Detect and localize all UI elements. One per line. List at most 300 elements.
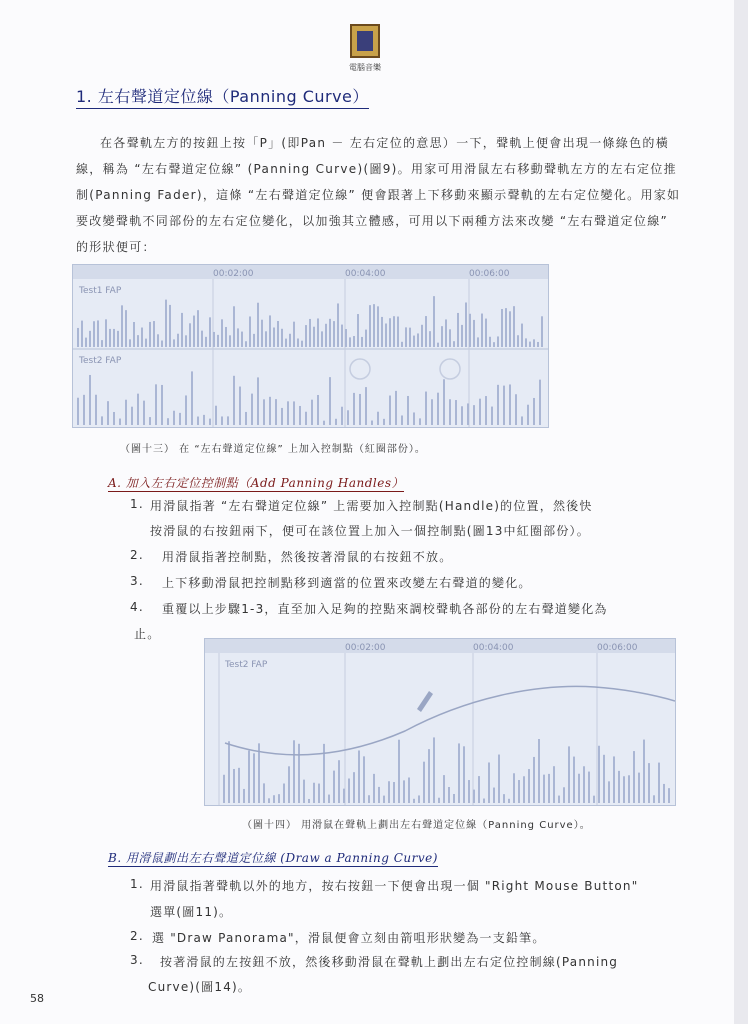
waveform-bar <box>515 394 517 425</box>
waveform-bar <box>341 407 343 425</box>
step-text: 上下移動滑鼠把控制點移到適當的位置來改變左右聲道的變化。 <box>162 576 532 590</box>
waveform-bar <box>119 419 121 425</box>
waveform-bar <box>77 328 79 347</box>
waveform-bar <box>293 740 295 803</box>
waveform-bar <box>503 794 505 803</box>
waveform-bar <box>281 408 283 425</box>
waveform-bar <box>221 416 223 425</box>
handle-circle-marker <box>350 359 370 379</box>
waveform-bar <box>385 323 387 347</box>
waveform-bar <box>401 342 403 347</box>
waveform-bar <box>239 387 241 425</box>
waveform-bar <box>371 421 373 425</box>
waveform-bar <box>223 775 225 803</box>
waveform-bar <box>568 746 570 803</box>
fig14-time: 00:02:00 <box>345 643 386 653</box>
waveform-bar <box>489 337 491 347</box>
waveform-bar <box>468 780 470 803</box>
waveform-bar <box>197 310 199 347</box>
waveform-bar <box>209 317 211 347</box>
waveform-bar <box>338 760 340 803</box>
waveform-bar <box>668 788 670 803</box>
waveform-bar <box>329 377 331 425</box>
step-number: 2. <box>130 929 144 943</box>
fig13-time: 00:02:00 <box>213 269 254 279</box>
step-number: 3. <box>130 574 144 588</box>
waveform-bar <box>488 762 490 803</box>
waveform-bar <box>365 330 367 347</box>
waveform-bar <box>253 753 255 803</box>
waveform-bar <box>269 397 271 425</box>
waveform-bar <box>181 313 183 347</box>
waveform-bar <box>623 776 625 803</box>
waveform-bar <box>633 751 635 803</box>
waveform-bar <box>318 784 320 803</box>
waveform-bar <box>265 331 267 347</box>
waveform-bar <box>377 306 379 347</box>
waveform-bar <box>449 329 451 347</box>
waveform-bar <box>359 394 361 425</box>
panning-curve-line <box>225 686 675 755</box>
waveform-bar <box>413 412 415 425</box>
waveform-bar <box>448 787 450 803</box>
waveform-bar <box>425 316 427 347</box>
waveform-bar <box>89 375 91 425</box>
waveform-bar <box>225 327 227 347</box>
fig14-time: 00:06:00 <box>597 643 638 653</box>
waveform-bar <box>527 405 529 425</box>
waveform-bar <box>233 306 235 347</box>
fig13-time: 00:06:00 <box>469 269 510 279</box>
waveform-bar <box>157 334 159 347</box>
waveform-bar <box>498 755 500 803</box>
waveform-bar <box>107 401 109 425</box>
step-text: 用滑鼠指著聲軌以外的地方，按右按鈕一下便會出現一個 "Right Mouse Button" <box>150 879 639 893</box>
waveform-bar <box>343 789 345 803</box>
waveform-bar <box>323 421 325 425</box>
waveform-bar <box>593 796 595 803</box>
waveform-bar <box>368 795 370 803</box>
waveform-bar <box>143 401 145 425</box>
waveform-bar <box>89 331 91 347</box>
waveform-bar <box>149 322 151 347</box>
waveform-bar <box>397 317 399 347</box>
waveform-bar <box>421 325 423 347</box>
waveform-bar <box>203 415 205 425</box>
waveform-bar <box>263 783 265 803</box>
waveform-bar <box>431 399 433 425</box>
waveform-bar <box>281 329 283 347</box>
waveform-bar <box>505 308 507 347</box>
waveform-bar <box>503 386 505 425</box>
waveform-bar <box>403 780 405 803</box>
waveform-bar <box>263 399 265 425</box>
waveform-bar <box>473 405 475 425</box>
waveform-bar <box>285 339 287 347</box>
waveform-bar <box>189 323 191 347</box>
waveform-bar <box>241 332 243 347</box>
waveform-bar <box>293 401 295 425</box>
figure-14-caption: （圖十四） 用滑鼠在聲軌上劃出左右聲道定位線（Panning Curve）。 <box>242 820 591 831</box>
waveform-bar <box>485 319 487 347</box>
waveform-bar <box>289 334 291 347</box>
waveform-bar <box>298 744 300 803</box>
waveform-bar <box>457 313 459 347</box>
track2-waveform <box>77 371 541 425</box>
waveform-bar <box>613 756 615 803</box>
waveform-bar <box>481 314 483 347</box>
step-text: 止。 <box>134 627 161 641</box>
waveform-bar <box>485 396 487 425</box>
waveform-bar <box>538 739 540 803</box>
waveform-bar <box>509 384 511 425</box>
waveform-bar <box>558 796 560 803</box>
step-text: 選單(圖11)。 <box>150 905 233 919</box>
step-text: Curve)(圖14)。 <box>148 980 252 994</box>
pencil-icon <box>417 691 433 712</box>
waveform-bar <box>97 320 99 347</box>
waveform-bar <box>423 762 425 803</box>
waveform-bar <box>333 771 335 803</box>
waveform-bar <box>458 743 460 803</box>
waveform-bar <box>388 781 390 803</box>
waveform-bar <box>438 798 440 803</box>
waveform-bar <box>179 413 181 425</box>
waveform-bar <box>215 406 217 425</box>
waveform-bar <box>537 342 539 347</box>
waveform-bar <box>257 303 259 347</box>
waveform-bar <box>523 776 525 803</box>
step-text: 用滑鼠指著控制點，然後按著滑鼠的右按鈕不放。 <box>162 550 453 564</box>
waveform-bar <box>227 416 229 425</box>
waveform-bar <box>393 782 395 803</box>
waveform-bar <box>305 412 307 425</box>
waveform-bar <box>121 305 123 347</box>
waveform-bar <box>321 331 323 347</box>
waveform-bar <box>493 342 495 347</box>
section-b-title: B. 用滑鼠劃出左右聲道定位線 (Draw a Panning Curve) <box>108 851 438 865</box>
step-number: 1. <box>130 877 144 891</box>
waveform-bar <box>369 305 371 347</box>
waveform-bar <box>213 332 215 347</box>
waveform-bar <box>308 799 310 803</box>
waveform-bar <box>353 336 355 347</box>
waveform-bar <box>167 418 169 425</box>
waveform-bar <box>257 377 259 425</box>
waveform-bar <box>113 329 115 347</box>
waveform-bar <box>357 314 359 347</box>
waveform-bar <box>479 399 481 425</box>
waveform-bar <box>643 740 645 803</box>
waveform-bar <box>477 337 479 347</box>
waveform-bar <box>155 384 157 425</box>
waveform-bar <box>441 326 443 347</box>
waveform-bar <box>541 316 543 347</box>
waveform-bar <box>429 331 431 347</box>
waveform-bar <box>521 324 523 347</box>
waveform-bar <box>125 400 127 425</box>
waveform-bar <box>483 799 485 803</box>
waveform-bar <box>233 769 235 803</box>
waveform-bar <box>173 339 175 347</box>
waveform-bar <box>389 318 391 347</box>
logo-caption: 電腦音樂 <box>349 63 381 72</box>
waveform-bar <box>268 798 270 803</box>
step-text: 用滑鼠指著 “左右聲道定位線” 上需要加入控制點(Handle)的位置，然後快 <box>150 499 593 513</box>
step-text: 按著滑鼠的左按鈕不放，然後移動滑鼠在聲軌上劃出左右定位控制線(Panning <box>160 955 619 969</box>
waveform-bar <box>463 746 465 803</box>
waveform-bar <box>373 304 375 347</box>
waveform-bar <box>283 784 285 803</box>
waveform-bar <box>405 327 407 347</box>
waveform-bar <box>525 338 527 347</box>
waveform-bar <box>277 321 279 347</box>
waveform-bar <box>509 311 511 347</box>
waveform-bar <box>145 339 147 347</box>
waveform-bar <box>528 769 530 803</box>
waveform-bar <box>287 401 289 425</box>
figure-13-caption: （圖十三） 在 “左右聲道定位線” 上加入控制點（紅圈部份）。 <box>120 444 426 455</box>
waveform-bar <box>191 371 193 425</box>
waveform-bar <box>161 385 163 425</box>
waveform-bar <box>473 320 475 347</box>
waveform-bar <box>348 779 350 803</box>
waveform-bar <box>137 335 139 347</box>
step-text: 選 "Draw Panorama"，滑鼠便會立刻由箭咀形狀變為一支鉛筆。 <box>152 931 546 945</box>
waveform-bar <box>337 303 339 347</box>
waveform-bar <box>378 787 380 803</box>
step-number: 4. <box>130 600 144 614</box>
waveform-bar <box>228 741 230 803</box>
waveform-bar <box>317 318 319 347</box>
waveform-bar <box>325 324 327 347</box>
section-a-title: A. 加入左右定位控制點（Add Panning Handles） <box>108 476 404 490</box>
waveform-bar <box>608 781 610 803</box>
waveform-bar <box>653 795 655 803</box>
waveform-bar <box>533 757 535 803</box>
waveform-bar <box>529 342 531 347</box>
waveform-bar <box>141 328 143 347</box>
waveform-bar <box>173 411 175 425</box>
page-number: 58 <box>30 992 44 1005</box>
track1-waveform <box>77 296 543 347</box>
waveform-bar <box>469 314 471 347</box>
waveform-bar <box>358 750 360 803</box>
waveform-bar <box>347 410 349 425</box>
waveform-bar <box>363 756 365 803</box>
waveform-bar <box>389 396 391 425</box>
waveform-bar <box>109 329 111 347</box>
waveform-bar <box>261 320 263 347</box>
waveform-bar <box>349 337 351 347</box>
waveform-bar <box>401 415 403 425</box>
waveform-bar <box>221 319 223 347</box>
waveform-bar <box>125 310 127 347</box>
waveform-bar <box>413 336 415 347</box>
waveform-bar <box>305 325 307 347</box>
waveform-bar <box>373 774 375 803</box>
waveform-bar <box>425 392 427 425</box>
waveform-bar <box>508 799 510 803</box>
section-heading: 1. 左右聲道定位線（Panning Curve） <box>76 84 369 109</box>
waveform-bar <box>165 300 167 347</box>
waveform-bar <box>169 305 171 347</box>
waveform-bar <box>598 746 600 803</box>
fig13-track-label: Test2 FAP <box>79 356 122 366</box>
waveform-bar <box>245 341 247 347</box>
waveform-bar <box>93 321 95 347</box>
waveform-bar <box>237 328 239 347</box>
waveform-bar <box>229 335 231 347</box>
waveform-bar <box>353 393 355 425</box>
waveform-bar <box>95 395 97 425</box>
waveform-bar <box>149 417 151 425</box>
figure-14-track-view <box>204 638 676 806</box>
waveform-bar <box>117 331 119 347</box>
waveform-bar <box>293 322 295 347</box>
waveform-bar <box>353 772 355 803</box>
waveform-bar <box>273 328 275 347</box>
waveform-bar <box>345 329 347 347</box>
waveform-bar <box>248 751 250 803</box>
waveform-bar <box>501 309 503 347</box>
waveform-bar <box>238 768 240 803</box>
waveform-bar <box>383 796 385 803</box>
handle-circle-marker <box>440 359 460 379</box>
waveform-bar <box>365 387 367 425</box>
step-text: 按滑鼠的右按鈕兩下，便可在該位置上加入一個控制點(圖13中紅圈部份）。 <box>150 524 590 538</box>
waveform-bar <box>185 335 187 347</box>
waveform-bar <box>473 790 475 803</box>
waveform-bar <box>443 775 445 803</box>
waveform-bar <box>443 379 445 425</box>
waveform-bar <box>335 419 337 425</box>
waveform-bar <box>113 412 115 425</box>
waveform-bar <box>521 416 523 425</box>
waveform-bar <box>563 787 565 803</box>
waveform-bar <box>129 339 131 347</box>
waveform-bar <box>193 316 195 347</box>
waveform-bar <box>137 394 139 425</box>
waveform-bar <box>153 321 155 347</box>
book-logo-icon <box>350 24 380 58</box>
waveform-bar <box>418 795 420 803</box>
waveform-bar <box>233 376 235 425</box>
waveform-bar <box>297 338 299 347</box>
waveform-bar <box>517 335 519 347</box>
waveform-bar <box>81 321 83 347</box>
waveform-bar <box>317 395 319 425</box>
waveform-bar <box>648 763 650 803</box>
fig14-time: 00:04:00 <box>473 643 514 653</box>
waveform-bar <box>205 337 207 347</box>
waveform-bar <box>273 795 275 803</box>
waveform-bar <box>461 325 463 347</box>
waveform-bar <box>251 394 253 425</box>
waveform-bar <box>341 325 343 347</box>
waveform-bar <box>493 788 495 803</box>
waveform-bar <box>453 341 455 347</box>
waveform-bar <box>177 334 179 347</box>
fig13-track-label: Test1 FAP <box>79 286 122 296</box>
waveform-bar <box>409 328 411 347</box>
step-number: 2. <box>130 548 144 562</box>
waveform-bar <box>518 780 520 803</box>
waveform-bar <box>197 417 199 425</box>
waveform-bar <box>603 755 605 803</box>
waveform-bar <box>311 400 313 425</box>
waveform-bar <box>278 794 280 803</box>
waveform-bar <box>303 780 305 803</box>
waveform-bar <box>658 763 660 803</box>
waveform-bar <box>548 774 550 803</box>
waveform-bar <box>329 319 331 347</box>
waveform-bar <box>467 403 469 425</box>
waveform-bar <box>131 407 133 425</box>
waveform-bar <box>313 783 315 803</box>
waveform-bar <box>618 771 620 803</box>
waveform-bar <box>497 336 499 347</box>
waveform-bar <box>408 777 410 803</box>
waveform-bar <box>461 406 463 425</box>
figure-13-track-view <box>72 264 549 428</box>
waveform-bar <box>101 340 103 347</box>
step-text: 重覆以上步驟1-3，直至加入足夠的控點來調校聲軌各部份的左右聲道變化為 <box>162 602 608 616</box>
waveform-bar <box>398 740 400 803</box>
waveform-bar <box>333 321 335 347</box>
waveform-bar <box>497 385 499 425</box>
waveform-bar <box>433 737 435 803</box>
waveform-bar <box>491 407 493 425</box>
waveform-bar <box>249 316 251 347</box>
waveform-bar <box>83 395 85 425</box>
waveform-bar <box>553 766 555 803</box>
fig14-track-label: Test2 FAP <box>225 660 268 670</box>
waveform-bar <box>628 775 630 803</box>
waveform-bar <box>381 317 383 347</box>
waveform-bar <box>105 319 107 347</box>
waveform-bar <box>309 319 311 347</box>
waveform-bar <box>413 799 415 803</box>
waveform-bar <box>383 419 385 425</box>
waveform-bar <box>395 391 397 425</box>
waveform-bar <box>209 419 211 425</box>
waveform-bar <box>453 794 455 803</box>
waveform-bar <box>539 380 541 425</box>
waveform-bar <box>201 331 203 347</box>
fig13-time: 00:04:00 <box>345 269 386 279</box>
waveform-bar <box>417 333 419 347</box>
waveform-bar <box>101 416 103 425</box>
waveform-bar <box>243 789 245 803</box>
waveform-bar <box>478 776 480 803</box>
waveform-bar <box>513 773 515 803</box>
page-edge <box>734 0 748 1024</box>
waveform-bar <box>361 337 363 347</box>
track-waveform <box>223 737 670 803</box>
waveform-bar <box>543 775 545 803</box>
intro-paragraph: 在各聲軌左方的按鈕上按「P」(即Pan － 左右定位的意思）一下，聲軌上便會出現一條綠色的橫線，稱為 “左右聲道定位線” (Panning Curve)(圖9)。用家可用滑鼠左右移動聲軌左方的左右定位推制(Panning Fader)，這條 “左右聲道定位線” 便會跟著上下移動來顯示聲軌的左右定位變化。用家如要改變聲軌不同部份的左右定位變化，以加強其立體感，可用以下兩種方法來改變 “左右聲道定位線” 的形狀便可： <box>76 136 681 254</box>
waveform-bar <box>161 341 163 347</box>
waveform-bar <box>217 335 219 347</box>
waveform-bar <box>437 393 439 425</box>
step-number: 1. <box>130 497 144 511</box>
waveform-bar <box>288 766 290 803</box>
waveform-bar <box>533 398 535 425</box>
waveform-bar <box>445 319 447 347</box>
waveform-bar <box>275 399 277 425</box>
waveform-bar <box>433 296 435 347</box>
